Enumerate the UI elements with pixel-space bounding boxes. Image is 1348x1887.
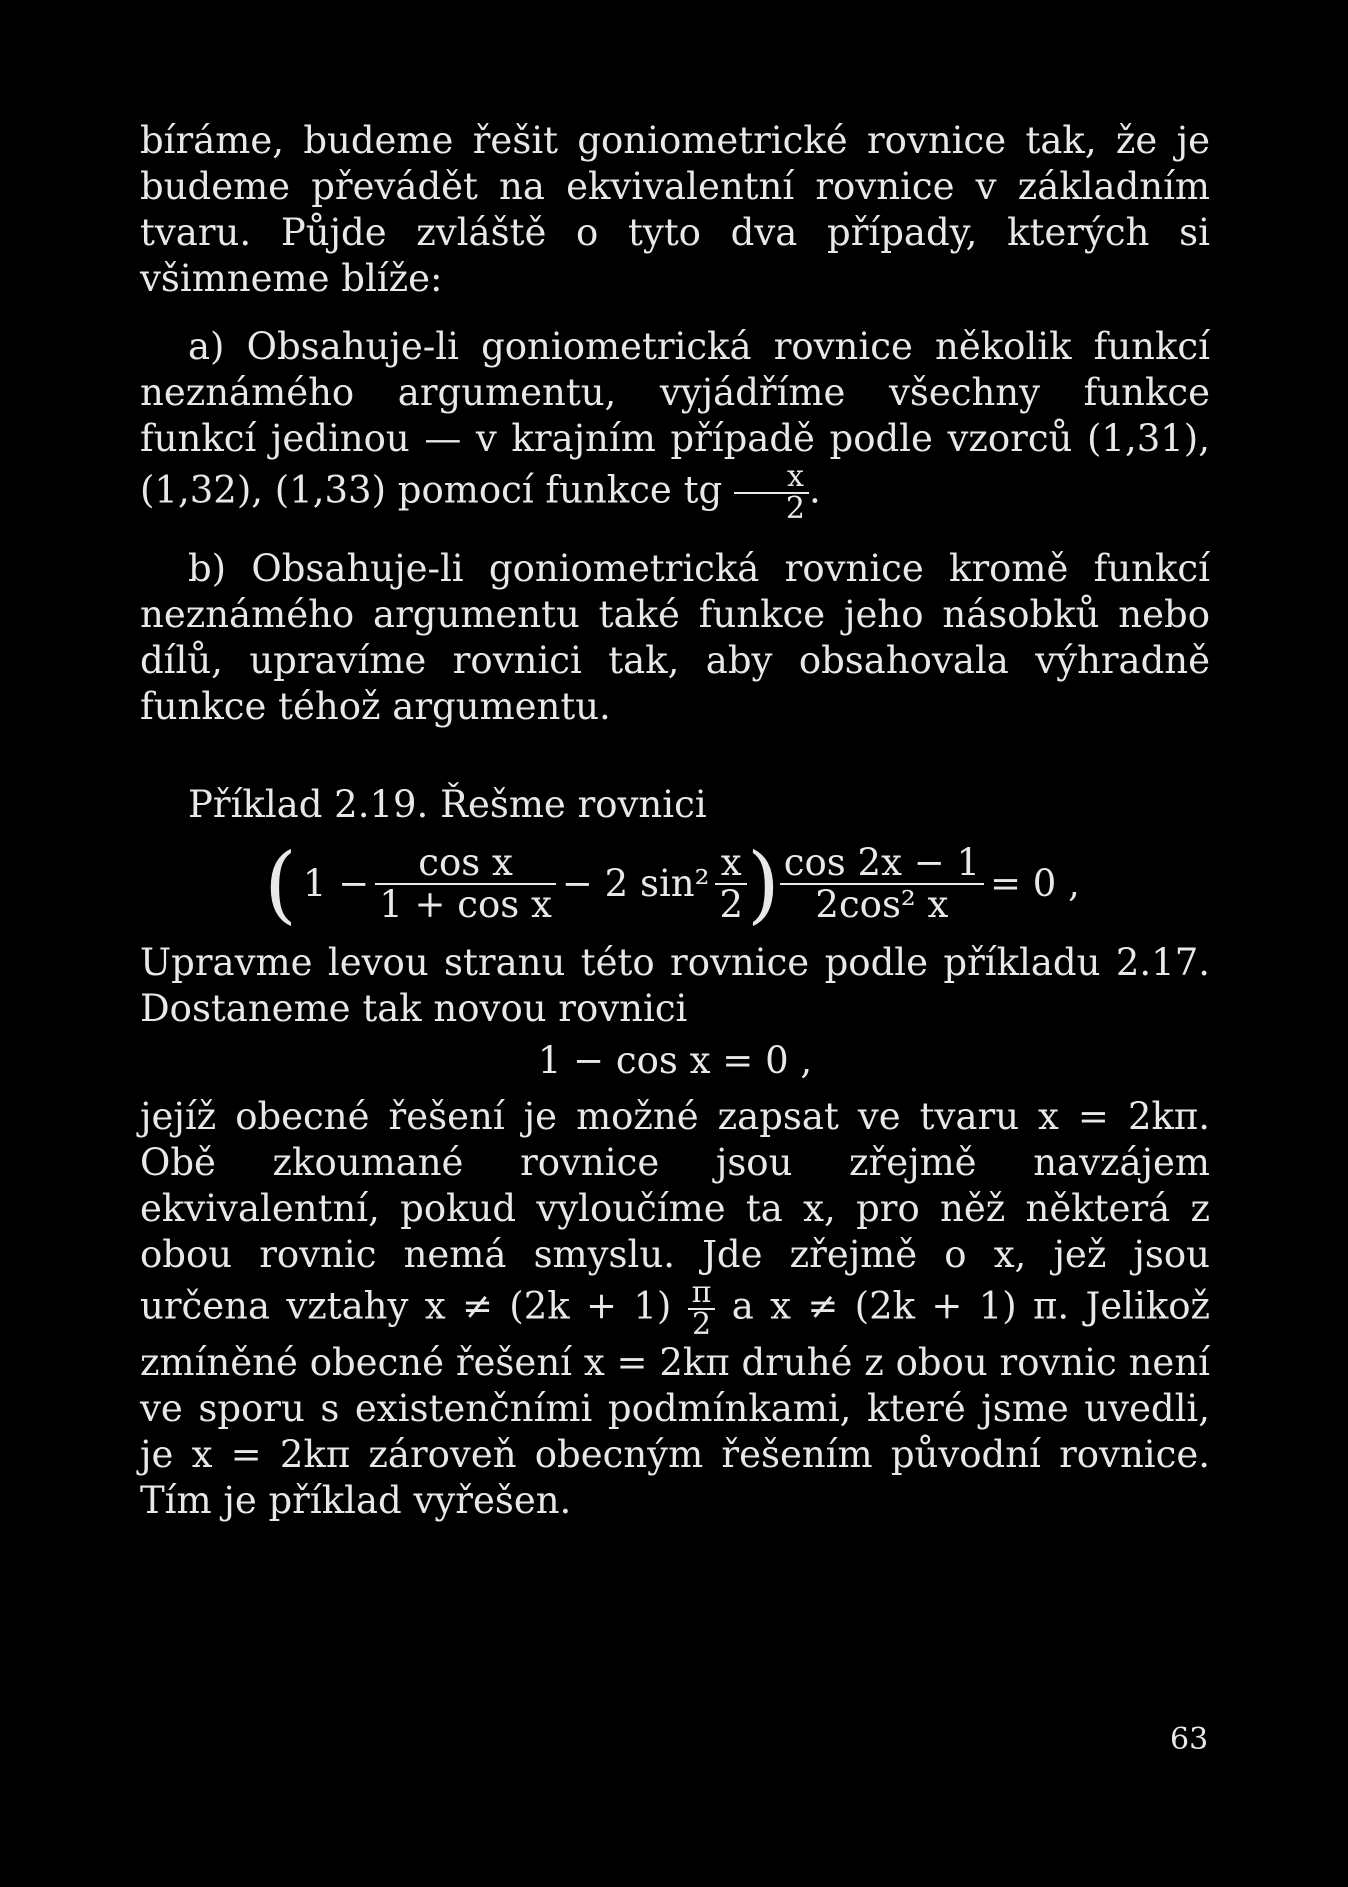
display-equation-2: 1 − cos x = 0 , [537,1039,813,1082]
fraction-x-over-2 [734,459,809,526]
case-b-paragraph: b) Obsahuje-li goniometrická rovnice kromě funkcí neznámého argumentu také funkce jeho násobků nebo dílů, upravíme rovnici tak, aby obsahovala výhradně funkce téhož argumentu. [140,547,1210,728]
fraction-numerator: cos 2x − 1 [783,841,981,884]
page-number: 63 [1170,1722,1209,1757]
after-equation-text: Upravme levou stranu této rovnice podle příkladu 2.17. Dostaneme tak novou rovnici [140,941,1210,1030]
fraction-denominator: 2cos² x [780,883,984,925]
page-content [140,118,1210,1524]
case-a-text: a) Obsahuje-li goniometrická rovnice několik funkcí neznámého argumentu, vyjádříme všechny funkce funkcí jedinou — v krajním případě podle vzorců (1,31), (1,32), (1,33) pomocí funkce tg [140,325,1210,512]
fraction-denominator: 2 [734,492,809,524]
fraction-denominator: 2 [688,1308,716,1340]
solution-paragraph [140,1094,1210,1524]
fraction-numerator: cos x [418,841,513,884]
fraction-numerator: x [786,459,804,494]
fraction-numerator: π [691,1275,712,1310]
solution-text-b: a x ≠ (2k + 1) π. Jelikož zmíněné obecné řešení x = 2kπ druhé z obou rovnic není ve sporu s existenčními podmínkami, které jsme uvedli, je x = 2kπ zároveň obecným řešením původní rovnice. Tím je příklad vyřešen. [140,1284,1211,1522]
spacer [140,302,1210,324]
eq-minus-2sin: − 2 sin² [561,862,710,905]
case-a-paragraph [140,324,1210,524]
fraction-x-over-2 [715,843,747,925]
example-heading: Příklad 2.19. Řešme rovnici [188,783,707,826]
fraction-denominator: 2 [715,883,747,925]
left-paren: ( [264,835,297,933]
right-paren: ) [747,835,780,933]
case-a-end: . [809,468,821,512]
display-equation [140,836,1210,932]
intro-paragraph: bíráme, budeme řešit goniometrické rovnice tak, že je budeme převádět na ekvivalentní rovnice v základním tvaru. Půjde zvláště o tyto dva případy, kterých si všimneme blíže: [140,119,1210,300]
fraction-denominator: 1 + cos x [375,883,556,925]
spacer [140,730,1210,782]
fraction-cos-x [375,843,556,925]
fraction-cos-2x [780,843,984,925]
fraction-pi-over-2 [688,1275,716,1342]
fraction-numerator: x [720,841,742,884]
solution-text-a: jejíž obecné řešení je možné zapsat ve tvaru x = 2kπ. Obě zkoumané rovnice jsou zřejmě navzájem ekvivalentní, pokud vyloučíme ta x, pro něž některá z obou rovnic nemá smyslu. Jde zřejmě o x, jež jsou určena vztahy x ≠ (2k + 1) [140,1095,1210,1328]
spacer [140,524,1210,546]
eq-one-minus: 1 − [302,862,370,905]
eq-rhs: = 0 , [990,862,1080,905]
